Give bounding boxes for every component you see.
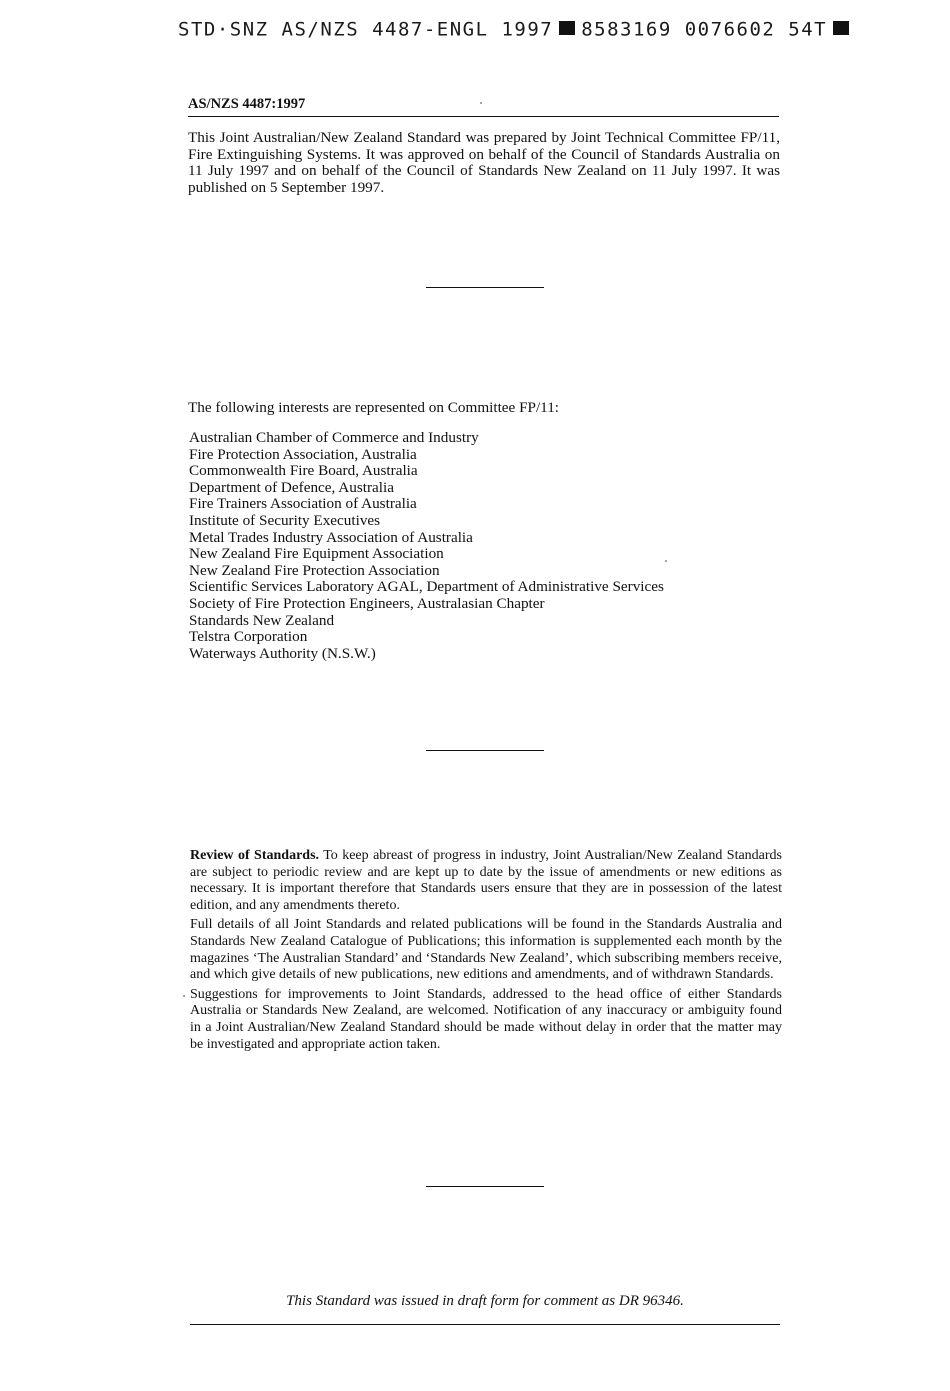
review-heading: Review of Standards. [190, 848, 320, 863]
review-section [190, 848, 782, 1056]
scan-speck [183, 995, 185, 997]
interest-item: Fire Trainers Association of Australia [189, 495, 417, 513]
interest-item: Standards New Zealand [189, 611, 335, 629]
review-paragraph-1-text: To keep abreast of progress in industry, Joint Australian/New Zealand Standards are subject to periodic review and are kept up to date by the issue of amendments or new editions as necessary. It is important therefore that Standards users ensure that they are in possession of the latest edition, and any amendments thereto. [190, 848, 783, 913]
review-paragraph-1 [190, 848, 782, 914]
interest-item: Scientific Services Laboratory AGAL, Department of Administrative Services [189, 578, 664, 596]
scan-speck [480, 102, 482, 104]
review-paragraph-2: Full details of all Joint Standards and related publications will be found in the Standards Australia and Standards New Zealand Catalogue of Publications; this information is supplemented each month by the magazines ‘The Australian Standard’ and ‘Standards New Zealand’, which subscribing members receive, and which give details of new publications, new editions and amendments, and of withdrawn Standards. [190, 917, 782, 983]
header-banner [178, 14, 828, 44]
interest-item: Society of Fire Protection Engineers, Australasian Chapter [189, 594, 545, 612]
banner-left-text: STD·SNZ AS/NZS 4487-ENGL 1997 [178, 18, 554, 41]
interests-list [189, 430, 781, 662]
banner-bar-mark-end [833, 21, 849, 35]
section-separator [426, 287, 544, 288]
section-separator [426, 750, 544, 751]
interest-item: Institute of Security Executives [189, 511, 381, 529]
top-rule [188, 116, 779, 117]
interest-item: Department of Defence, Australia [189, 478, 394, 496]
document-id: AS/NZS 4487:1997 [188, 96, 306, 112]
banner-right-text: 8583169 0076602 54T [581, 18, 828, 41]
interest-item: Australian Chamber of Commerce and Industry [189, 429, 479, 446]
bottom-rule [190, 1324, 780, 1325]
scan-speck [665, 560, 667, 562]
review-paragraph-3: Suggestions for improvements to Joint Standards, addressed to the head office of either Standards Australia or Standards New Zealand, are welcomed. Notification of any inaccuracy or ambiguity found in a Joint Australian/New Zealand Standard should be made without delay in order that the matter may be investigated and appropriate action taken. [190, 986, 782, 1052]
interest-item: Fire Protection Association, Australia [189, 445, 417, 463]
interest-item: New Zealand Fire Equipment Association [189, 545, 444, 563]
intro-paragraph: This Joint Australian/New Zealand Standard was prepared by Joint Technical Committee FP/11, Fire Extinguishing Systems. It was approved on behalf of the Council of Standards Australia on 11 July 1997 and on behalf of the Council of Standards New Zealand on 11 July 1997. It was published on 5 September 1997. [188, 129, 780, 196]
section-separator [426, 1186, 544, 1187]
interest-item: Waterways Authority (N.S.W.) [189, 644, 376, 662]
banner-bar-mark [559, 21, 575, 35]
interest-item: New Zealand Fire Protection Association [189, 561, 440, 579]
interest-item: Commonwealth Fire Board, Australia [189, 462, 418, 480]
draft-note: This Standard was issued in draft form for comment as DR 96346. [286, 1293, 684, 1309]
interest-item: Telstra Corporation [189, 628, 308, 646]
interest-item: Metal Trades Industry Association of Australia [189, 528, 473, 546]
interests-heading: The following interests are represented on Committee FP/11: [188, 399, 560, 416]
